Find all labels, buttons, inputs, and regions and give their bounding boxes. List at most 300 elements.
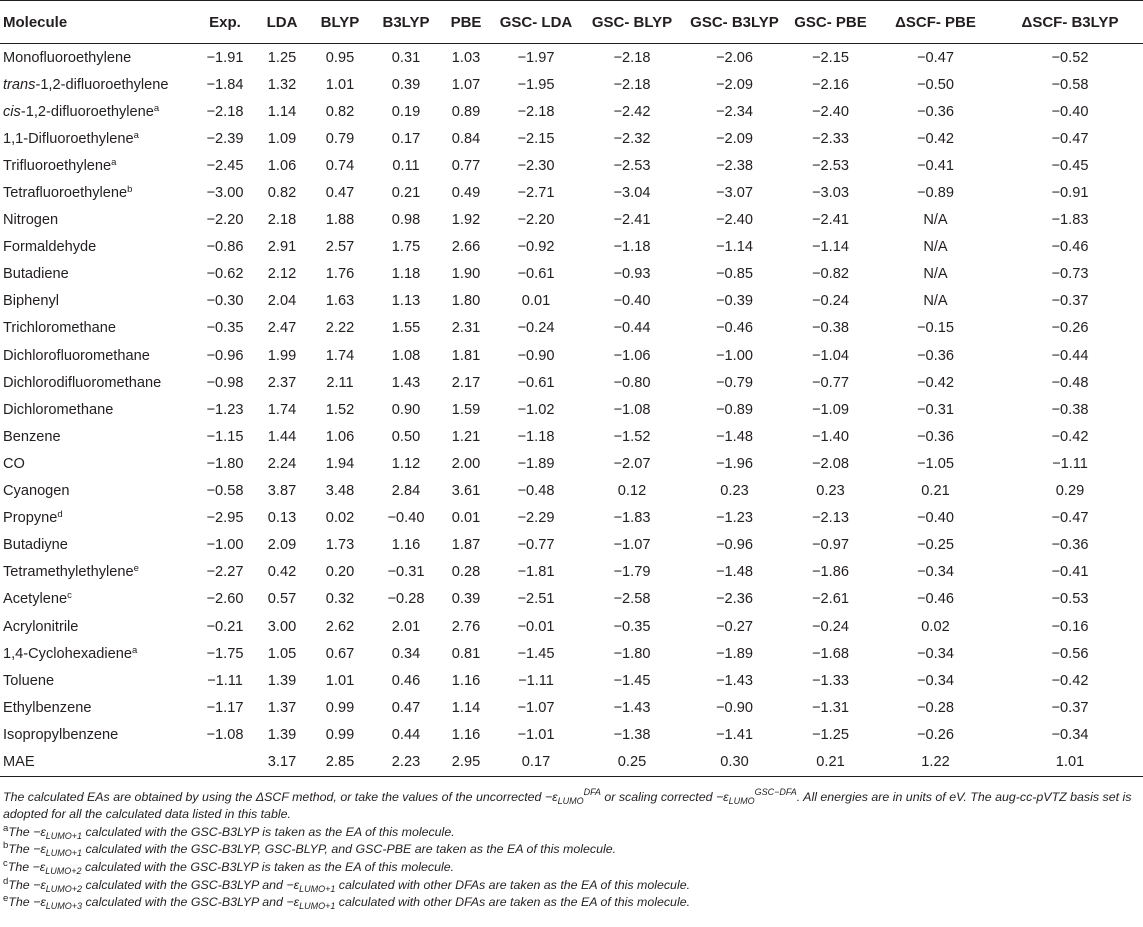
value-cell: 1.12 xyxy=(391,455,421,472)
value-cell: −2.08 xyxy=(812,455,849,472)
molecule-name: Acetylene$^c$ xyxy=(3,590,72,608)
value-cell: 0.21 xyxy=(391,185,421,202)
value-cell: −0.44 xyxy=(1051,347,1089,364)
col-header: PBE xyxy=(442,1,490,44)
value-cell: −2.20 xyxy=(206,212,244,229)
value-cell: −2.32 xyxy=(613,130,651,147)
value-cell: 2.00 xyxy=(451,455,481,472)
value-cell: 0.23 xyxy=(720,483,749,500)
value-cell: −2.95 xyxy=(206,510,244,527)
value-cell: −0.92 xyxy=(517,239,555,256)
value-cell: −0.91 xyxy=(1051,185,1089,202)
value-cell: −1.00 xyxy=(716,347,753,364)
molecule-name: Butadiyne xyxy=(3,537,68,554)
value-cell: −0.48 xyxy=(517,483,555,500)
value-cell: −2.36 xyxy=(716,591,753,608)
footnote-e: $^eThe -\varepsilon_{LUMO+3}$ calculated with the GSC-B3LYP and $-\varepsilon_{LUMO+1}$ calculated with other DFAs are taken as the EA of this molecule. xyxy=(3,893,691,912)
value-cell: −1.02 xyxy=(517,401,555,418)
value-cell: 2.17 xyxy=(451,374,481,391)
table-footnotes xyxy=(0,777,1143,912)
value-cell: 2.11 xyxy=(326,374,354,391)
table-body xyxy=(0,44,1143,777)
value-cell: 0.82 xyxy=(325,103,355,120)
value-cell: −0.90 xyxy=(517,347,555,364)
value-cell: −2.13 xyxy=(812,510,849,527)
value-cell: 0.34 xyxy=(391,645,421,662)
value-cell: −0.82 xyxy=(812,266,849,283)
value-cell: −0.39 xyxy=(716,293,753,310)
molecule-name: Toluene xyxy=(3,672,55,689)
value-cell: 2.12 xyxy=(267,266,297,283)
value-cell: −0.86 xyxy=(206,239,244,256)
value-cell: 1.14 xyxy=(267,103,297,120)
value-cell: 1.13 xyxy=(391,293,421,310)
col-header: GSC- B3LYP xyxy=(682,1,787,44)
value-cell: −2.53 xyxy=(613,157,651,174)
molecule-name: Benzene xyxy=(3,428,61,445)
value-cell: −0.46 xyxy=(716,320,753,337)
value-cell: −0.31 xyxy=(917,401,954,418)
value-cell: −1.38 xyxy=(613,726,651,743)
value-cell: −0.41 xyxy=(1051,564,1089,581)
value-cell: 1.92 xyxy=(451,212,481,229)
value-cell: 3.87 xyxy=(267,483,297,500)
value-cell: −0.16 xyxy=(1051,618,1089,635)
value-cell: −0.38 xyxy=(1051,401,1089,418)
value-cell: −0.53 xyxy=(1051,591,1089,608)
value-cell: −1.43 xyxy=(613,699,651,716)
value-cell: −2.18 xyxy=(206,103,244,120)
value-cell: 2.84 xyxy=(391,483,421,500)
value-cell: −0.35 xyxy=(613,618,651,635)
value-cell: −1.96 xyxy=(716,455,753,472)
col-header: LDA xyxy=(254,1,310,44)
value-cell: −2.15 xyxy=(812,49,849,66)
col-header: GSC- BLYP xyxy=(582,1,682,44)
value-cell: 0.47 xyxy=(391,699,421,716)
value-cell: 1.16 xyxy=(451,672,481,689)
value-cell: 0.02 xyxy=(921,618,950,635)
value-cell: 0.98 xyxy=(391,212,421,229)
molecule-name: Propyne$^d$ xyxy=(3,509,63,527)
table-row xyxy=(0,179,1143,206)
value-cell: 2.47 xyxy=(267,320,297,337)
value-cell: −0.47 xyxy=(1051,510,1089,527)
value-cell: 2.09 xyxy=(267,537,297,554)
table-row xyxy=(0,44,1143,72)
molecule-name: Butadiene xyxy=(3,266,69,283)
value-cell: −2.27 xyxy=(206,564,244,581)
molecule-name: Dichlorofluoromethane xyxy=(3,347,150,364)
table-row xyxy=(0,98,1143,125)
value-cell: −0.47 xyxy=(917,49,954,66)
value-cell: 2.95 xyxy=(442,748,490,776)
value-cell: −0.35 xyxy=(206,320,244,337)
value-cell: −2.33 xyxy=(812,130,849,147)
value-cell: −2.18 xyxy=(613,49,651,66)
value-cell: 2.57 xyxy=(325,239,355,256)
value-cell: −2.18 xyxy=(517,103,555,120)
molecule-name: 1,1-Difluoroethylene$^a$ xyxy=(3,129,139,147)
value-cell: 1.05 xyxy=(267,645,297,662)
value-cell: 2.31 xyxy=(451,320,481,337)
value-cell: 0.95 xyxy=(325,49,355,66)
value-cell: −3.07 xyxy=(716,185,753,202)
value-cell: 0.21 xyxy=(921,483,950,500)
molecule-name: Tetrafluoroethylene$^b$ xyxy=(3,184,133,202)
value-cell: −0.37 xyxy=(1051,293,1089,310)
value-cell: 2.76 xyxy=(451,618,481,635)
value-cell: −1.15 xyxy=(206,428,244,445)
value-cell: −0.61 xyxy=(517,266,555,283)
value-cell: −1.40 xyxy=(812,428,849,445)
table-row xyxy=(0,207,1143,234)
value-cell: 0.46 xyxy=(391,672,421,689)
value-cell: 0.29 xyxy=(1055,483,1085,500)
value-cell: −0.34 xyxy=(917,672,954,689)
value-cell: −1.00 xyxy=(206,537,244,554)
value-cell: −0.24 xyxy=(812,293,849,310)
value-cell: −0.36 xyxy=(917,103,954,120)
value-cell: −1.89 xyxy=(716,645,753,662)
value-cell: 0.99 xyxy=(325,726,355,743)
value-cell: −2.61 xyxy=(812,591,849,608)
molecule-name: Tetramethylethylene$^e$ xyxy=(3,563,139,581)
value-cell: −1.41 xyxy=(716,726,753,743)
value-cell: 0.23 xyxy=(816,483,845,500)
value-cell: −0.38 xyxy=(812,320,849,337)
value-cell: −2.39 xyxy=(206,130,244,147)
col-header: ΔSCF- PBE xyxy=(874,1,997,44)
molecule-name: Trichloromethane xyxy=(3,320,117,337)
value-cell: −1.08 xyxy=(613,401,651,418)
value-cell: −0.36 xyxy=(917,428,954,445)
table-row xyxy=(0,396,1143,423)
value-cell: 1.43 xyxy=(391,374,421,391)
value-cell: −0.58 xyxy=(206,483,244,500)
value-cell: −2.09 xyxy=(716,76,753,93)
col-header: GSC- PBE xyxy=(787,1,874,44)
molecule-name: 1,4-Cyclohexadiene$^a$ xyxy=(3,644,138,662)
value-cell: −1.80 xyxy=(613,645,651,662)
value-cell: 0.28 xyxy=(451,564,481,581)
value-cell: 0.84 xyxy=(451,130,481,147)
value-cell: −0.97 xyxy=(812,537,849,554)
value-cell: −1.84 xyxy=(206,76,244,93)
value-cell: 0.79 xyxy=(325,130,355,147)
value-cell: −2.40 xyxy=(716,212,753,229)
value-cell: −1.04 xyxy=(812,347,849,364)
value-cell: −0.90 xyxy=(716,699,753,716)
value-cell: 0.57 xyxy=(267,591,297,608)
value-cell: −1.01 xyxy=(517,726,555,743)
value-cell: −3.00 xyxy=(206,185,244,202)
value-cell: 1.63 xyxy=(325,293,355,310)
value-cell: −2.09 xyxy=(716,130,753,147)
value-cell: −1.83 xyxy=(1051,212,1089,229)
value-cell: −0.25 xyxy=(917,537,954,554)
molecule-name: Monofluoroethylene xyxy=(3,49,132,66)
value-cell: −0.31 xyxy=(387,564,425,581)
value-cell: 1.01 xyxy=(325,672,355,689)
value-cell: 0.17 xyxy=(391,130,421,147)
value-cell: −0.48 xyxy=(1051,374,1089,391)
value-cell: 3.48 xyxy=(325,483,355,500)
value-cell: 1.22 xyxy=(874,748,997,776)
value-cell: −0.24 xyxy=(517,320,555,337)
value-cell xyxy=(196,748,254,776)
value-cell: −0.62 xyxy=(206,266,244,283)
value-cell: −2.53 xyxy=(812,157,849,174)
value-cell: −0.56 xyxy=(1051,645,1089,662)
value-cell: −0.26 xyxy=(917,726,954,743)
value-cell: −0.40 xyxy=(1051,103,1089,120)
value-cell: −0.98 xyxy=(206,374,244,391)
value-cell: −2.16 xyxy=(812,76,849,93)
value-cell: 0.39 xyxy=(391,76,421,93)
value-cell: 1.55 xyxy=(391,320,421,337)
molecule-name: Dichlorodifluoromethane xyxy=(3,374,162,391)
value-cell: 1.52 xyxy=(325,401,355,418)
value-cell: −0.34 xyxy=(917,564,954,581)
value-cell: −1.17 xyxy=(206,699,244,716)
table-row xyxy=(0,125,1143,152)
value-cell: −2.58 xyxy=(613,591,651,608)
value-cell: −0.42 xyxy=(1051,672,1089,689)
value-cell: −2.30 xyxy=(517,157,555,174)
value-cell: 0.74 xyxy=(325,157,355,174)
value-cell: −0.89 xyxy=(917,185,954,202)
value-cell: −0.77 xyxy=(812,374,849,391)
value-cell: 1.75 xyxy=(391,239,421,256)
value-cell: −0.61 xyxy=(517,374,555,391)
value-cell: −0.42 xyxy=(917,374,954,391)
col-header: B3LYP xyxy=(370,1,442,44)
value-cell: 1.87 xyxy=(451,537,481,554)
value-cell: 2.62 xyxy=(325,618,355,635)
molecule-name: Nitrogen xyxy=(3,212,59,229)
value-cell: 1.03 xyxy=(451,49,481,66)
value-cell: −0.77 xyxy=(517,537,555,554)
value-cell: −1.89 xyxy=(517,455,555,472)
value-cell: 0.12 xyxy=(617,483,647,500)
value-cell: −1.18 xyxy=(517,428,555,445)
col-header: ΔSCF- B3LYP xyxy=(997,1,1143,44)
value-cell: −0.27 xyxy=(716,618,753,635)
value-cell: 1.18 xyxy=(391,266,421,283)
table-row xyxy=(0,288,1143,315)
col-header: Exp. xyxy=(196,1,254,44)
value-cell: 2.66 xyxy=(451,239,481,256)
value-cell: 1.88 xyxy=(325,212,355,229)
footnote-b: $^bThe -\varepsilon_{LUMO+1}$ calculated with the GSC-B3LYP, GSC-BLYP, and GSC-PBE are taken as the EA of this molecule. xyxy=(3,840,617,859)
value-cell: −0.80 xyxy=(613,374,651,391)
value-cell: −1.48 xyxy=(716,564,753,581)
value-cell: 1.01 xyxy=(325,76,355,93)
value-cell: −0.30 xyxy=(206,293,244,310)
value-cell: −1.43 xyxy=(716,672,753,689)
value-cell: 0.11 xyxy=(392,157,420,174)
value-cell: 0.49 xyxy=(451,185,481,202)
value-cell: −0.42 xyxy=(1051,428,1089,445)
col-header: GSC- LDA xyxy=(490,1,582,44)
value-cell: 1.06 xyxy=(267,157,297,174)
value-cell: −1.75 xyxy=(206,645,244,662)
value-cell: −0.44 xyxy=(613,320,651,337)
table-row xyxy=(0,559,1143,586)
value-cell: 3.61 xyxy=(451,483,481,500)
value-cell: 0.90 xyxy=(391,401,421,418)
value-cell: −1.79 xyxy=(613,564,651,581)
value-cell: 1.16 xyxy=(451,726,481,743)
molecule-name: Formaldehyde xyxy=(3,239,97,256)
value-cell: 0.31 xyxy=(391,49,421,66)
table-row xyxy=(0,505,1143,532)
value-cell: 2.37 xyxy=(267,374,297,391)
value-cell: 1.09 xyxy=(267,130,297,147)
footnote-c: $^cThe -\varepsilon_{LUMO+2}$ calculated with the GSC-B3LYP is taken as the EA of this molecule. xyxy=(3,857,455,876)
molecule-name: CO xyxy=(3,455,25,472)
col-header: BLYP xyxy=(310,1,370,44)
value-cell: 0.13 xyxy=(267,510,297,527)
value-cell: 1.59 xyxy=(451,401,481,418)
value-cell: −2.71 xyxy=(517,185,555,202)
value-cell: −1.05 xyxy=(917,455,954,472)
value-cell: −2.51 xyxy=(517,591,555,608)
value-cell: 3.00 xyxy=(267,618,297,635)
value-cell: 1.01 xyxy=(997,748,1143,776)
table-row xyxy=(0,369,1143,396)
value-cell: 0.30 xyxy=(682,748,787,776)
value-cell: −0.79 xyxy=(716,374,753,391)
value-cell: −1.14 xyxy=(812,239,849,256)
value-cell: −2.18 xyxy=(613,76,651,93)
value-cell: −0.96 xyxy=(206,347,244,364)
molecule-name: Ethylbenzene xyxy=(3,699,92,716)
value-cell: −0.41 xyxy=(917,157,954,174)
value-cell: −2.38 xyxy=(716,157,753,174)
value-cell: 1.39 xyxy=(267,672,297,689)
value-cell: 1.25 xyxy=(267,49,297,66)
value-cell: 0.82 xyxy=(267,185,297,202)
table-row xyxy=(0,532,1143,559)
value-cell: −0.36 xyxy=(1051,537,1089,554)
table-row xyxy=(0,450,1143,477)
value-cell: −2.07 xyxy=(613,455,651,472)
value-cell: −1.97 xyxy=(517,49,555,66)
value-cell: −2.45 xyxy=(206,157,244,174)
value-cell: 0.44 xyxy=(391,726,421,743)
value-cell: 0.01 xyxy=(521,293,551,310)
value-cell: 1.74 xyxy=(325,347,355,364)
table-row xyxy=(0,586,1143,613)
value-cell: −0.28 xyxy=(387,591,425,608)
value-cell: −0.85 xyxy=(716,266,753,283)
value-cell: −0.37 xyxy=(1051,699,1089,716)
value-cell: 1.73 xyxy=(325,537,355,554)
value-cell: −0.34 xyxy=(1051,726,1089,743)
value-cell: 0.32 xyxy=(325,591,355,608)
value-cell: −1.48 xyxy=(716,428,753,445)
table-row xyxy=(0,342,1143,369)
value-cell: −1.33 xyxy=(812,672,849,689)
molecule-name: MAE xyxy=(0,748,196,776)
value-cell: 2.22 xyxy=(325,320,355,337)
value-cell: −0.73 xyxy=(1051,266,1089,283)
value-cell: 0.50 xyxy=(391,428,421,445)
value-cell: 2.04 xyxy=(267,293,297,310)
value-cell: N/A xyxy=(923,293,948,310)
value-cell: −0.34 xyxy=(917,645,954,662)
value-cell: −0.28 xyxy=(917,699,954,716)
value-cell: −0.45 xyxy=(1051,157,1089,174)
table-row xyxy=(0,748,1143,776)
value-cell: 1.32 xyxy=(267,76,297,93)
value-cell: −1.83 xyxy=(613,510,651,527)
table-row xyxy=(0,152,1143,179)
value-cell: −1.31 xyxy=(812,699,849,716)
value-cell: 1.16 xyxy=(391,537,421,554)
value-cell: −1.07 xyxy=(517,699,555,716)
value-cell: N/A xyxy=(923,239,948,256)
value-cell: −1.11 xyxy=(518,672,554,689)
value-cell: −2.20 xyxy=(517,212,555,229)
value-cell: 1.14 xyxy=(451,699,481,716)
value-cell: −0.24 xyxy=(812,618,849,635)
value-cell: 1.08 xyxy=(391,347,421,364)
col-header: Molecule xyxy=(0,1,196,44)
table-row xyxy=(0,640,1143,667)
value-cell: −0.47 xyxy=(1051,130,1089,147)
value-cell: 0.39 xyxy=(451,591,481,608)
value-cell: −0.52 xyxy=(1051,49,1089,66)
value-cell: −0.26 xyxy=(1051,320,1089,337)
value-cell: −1.18 xyxy=(613,239,651,256)
value-cell: −1.06 xyxy=(613,347,651,364)
value-cell: −1.23 xyxy=(716,510,753,527)
table-row xyxy=(0,667,1143,694)
value-cell: −1.25 xyxy=(812,726,849,743)
value-cell: −0.01 xyxy=(517,618,555,635)
value-cell: 0.17 xyxy=(490,748,582,776)
molecule-name: cis-1,2-difluoroethylene$^a$ xyxy=(3,102,160,120)
value-cell: 2.01 xyxy=(391,618,421,635)
value-cell: 0.25 xyxy=(582,748,682,776)
value-cell: −0.21 xyxy=(206,618,244,635)
value-cell: −1.08 xyxy=(206,726,244,743)
value-cell: −1.11 xyxy=(1052,455,1088,472)
value-cell: −3.04 xyxy=(613,185,651,202)
footnote-list xyxy=(3,824,1140,912)
value-cell: 2.91 xyxy=(267,239,297,256)
value-cell: −1.95 xyxy=(517,76,555,93)
value-cell: −2.41 xyxy=(812,212,849,229)
value-cell: −1.81 xyxy=(517,564,555,581)
value-cell: 1.80 xyxy=(451,293,481,310)
table-row xyxy=(0,613,1143,640)
value-cell: 0.02 xyxy=(325,510,355,527)
value-cell: 0.99 xyxy=(325,699,355,716)
value-cell: 2.18 xyxy=(267,212,297,229)
value-cell: 1.94 xyxy=(325,455,355,472)
value-cell: −2.60 xyxy=(206,591,244,608)
value-cell: 1.90 xyxy=(451,266,481,283)
value-cell: −1.45 xyxy=(517,645,555,662)
value-cell: 0.42 xyxy=(267,564,297,581)
value-cell: 2.85 xyxy=(310,748,370,776)
value-cell: 0.21 xyxy=(787,748,874,776)
value-cell: 0.01 xyxy=(451,510,481,527)
